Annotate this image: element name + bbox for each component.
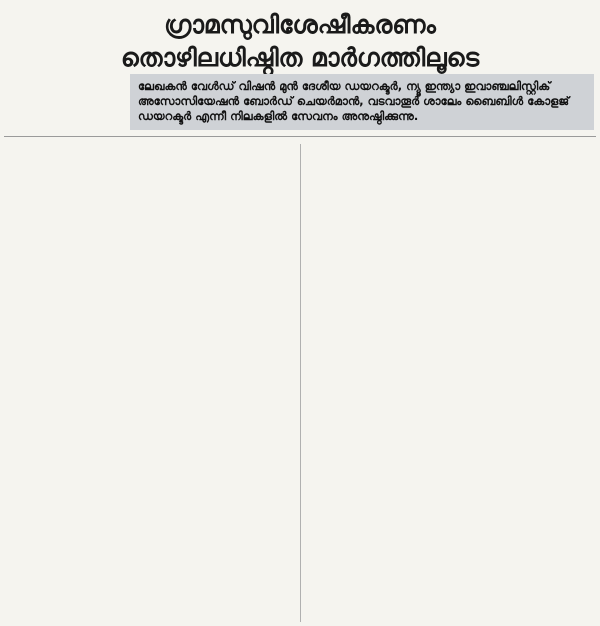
header-rule [4, 136, 596, 137]
title-line-1: ഗ്രാമസുവിശേഷീകരണം [164, 10, 436, 39]
body-column-right [306, 144, 596, 622]
body-column-left [6, 144, 296, 622]
article-title [0, 8, 600, 74]
column-divider [300, 144, 301, 622]
title-line-2: തൊഴിലധിഷ്ഠിത മാർഗത്തിലൂടെ [120, 43, 480, 72]
author-byline-text: ലേഖകൻ വേൾഡ് വിഷൻ മുൻ ദേശീയ ഡയറക്ടർ, ന്യൂ ഇന്ത്യാ ഇവാഞ്ചലിസ്റ്റിക് അസോസിയേഷൻ ബോർഡ് ചെയർമാൻ, വടവാതൂർ ശാലേം ബൈബിൾ കോളജ് ഡയറക്ടർ എന്നീ നിലകളിൽ സേവനം അനുഷ്ഠിക്കുന്നു. [138, 79, 570, 123]
author-byline-box [130, 74, 594, 130]
